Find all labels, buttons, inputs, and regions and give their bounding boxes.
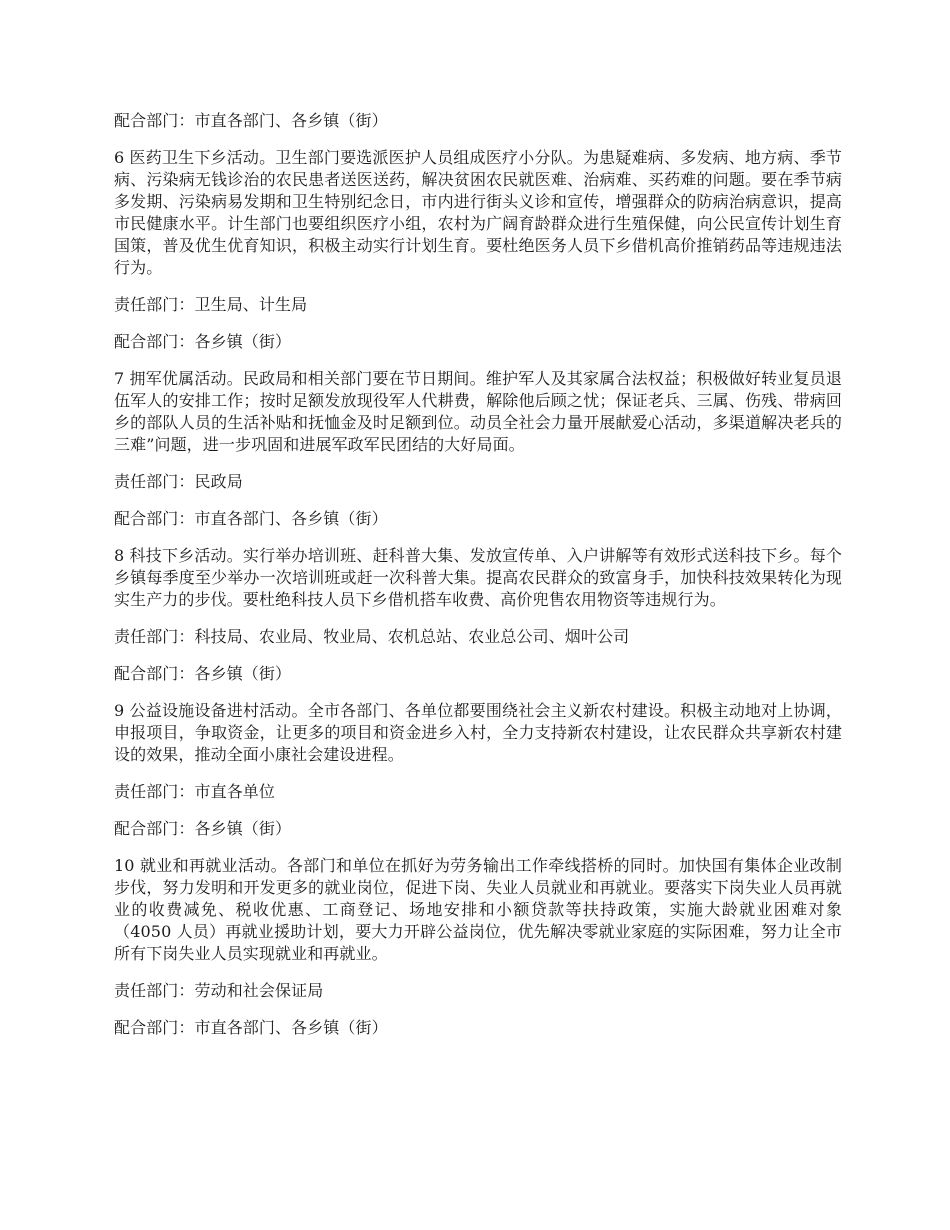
responsible-dept-line: 责任部门：市直各单位 [114, 782, 276, 801]
cooperating-dept-line: 配合部门：市直各部门、各乡镇（街） [114, 111, 388, 130]
responsible-dept-line: 责任部门：劳动和社会保证局 [114, 981, 324, 1000]
section-10-employment-paragraph: 10 就业和再就业活动。各部门和单位在抓好为劳务输出工作牵线搭桥的同时。加快国有集体企业改制步伐，努力发明和开发更多的就业岗位，促进下岗、失业人员就业和再就业。要落实下岗失业人员再就业的收费减免、税收优惠、工商登记、场地安排和小额贷款等扶持政策，实施大龄就业困难对象（4050 人员）再就业援助计划，要大力开辟公益岗位，优先解决零就业家庭的实际困难，努力让全市所有下岗失业人员实现就业和再就业。 [114, 856, 842, 963]
section-6-medical-paragraph: 6 医药卫生下乡活动。卫生部门要选派医护人员组成医疗小分队。为患疑难病、多发病、地方病、季节病、污染病无钱诊治的农民患者送医送药，解决贫困农民就医难、治病难、买药难的问题。要在季节病多发期、污染病易发期和卫生特别纪念日，市内进行街头义诊和宣传，增强群众的防病治病意识，提高市民健康水平。计生部门也要组织医疗小组，农村为广阔育龄群众进行生殖保健，向公民宣传计划生育国策，普及优生优育知识，积极主动实行计划生育。要杜绝医务人员下乡借机高价推销药品等违规违法行为。 [114, 148, 842, 277]
document-page [114, 110, 842, 1054]
section-9-public-facilities-paragraph: 9 公益设施设备进村活动。全市各部门、各单位都要围绕社会主义新农村建设。积极主动地对上协调，申报项目，争取资金，让更多的项目和资金进乡入村，全力支持新农村建设，让农民群众共享新农村建设的效果，推动全面小康社会建设进程。 [114, 701, 842, 764]
responsible-dept-line: 责任部门：科技局、农业局、牧业局、农机总站、农业总公司、烟叶公司 [114, 627, 630, 646]
section-8-technology-paragraph: 8 科技下乡活动。实行举办培训班、赶科普大集、发放宣传单、入户讲解等有效形式送科技下乡。每个乡镇每季度至少举办一次培训班或赶一次科普大集。提高农民群众的致富身手，加快科技效果转化为现实生产力的步伐。要杜绝科技人员下乡借机搭车收费、高价兜售农用物资等违规行为。 [114, 546, 842, 609]
cooperating-dept-line: 配合部门：市直各部门、各乡镇（街） [114, 1018, 388, 1037]
section-7-military-paragraph: 7 拥军优属活动。民政局和相关部门要在节日期间。维护军人及其家属合法权益；积极做好转业复员退伍军人的安排工作；按时足额发放现役军人代耕费，解除他后顾之忧；保证老兵、三属、伤残、带病回乡的部队人员的生活补贴和抚恤金及时足额到位。动员全社会力量开展献爱心活动，多渠道解决老兵的三难”问题，进一步巩固和进展军政军民团结的大好局面。 [114, 369, 842, 454]
cooperating-dept-line: 配合部门：各乡镇（街） [114, 664, 292, 683]
cooperating-dept-line: 配合部门：各乡镇（街） [114, 819, 292, 838]
responsible-dept-line: 责任部门：卫生局、计生局 [114, 295, 308, 314]
responsible-dept-line: 责任部门：民政局 [114, 472, 243, 491]
cooperating-dept-line: 配合部门：各乡镇（街） [114, 332, 292, 351]
cooperating-dept-line: 配合部门：市直各部门、各乡镇（街） [114, 509, 388, 528]
